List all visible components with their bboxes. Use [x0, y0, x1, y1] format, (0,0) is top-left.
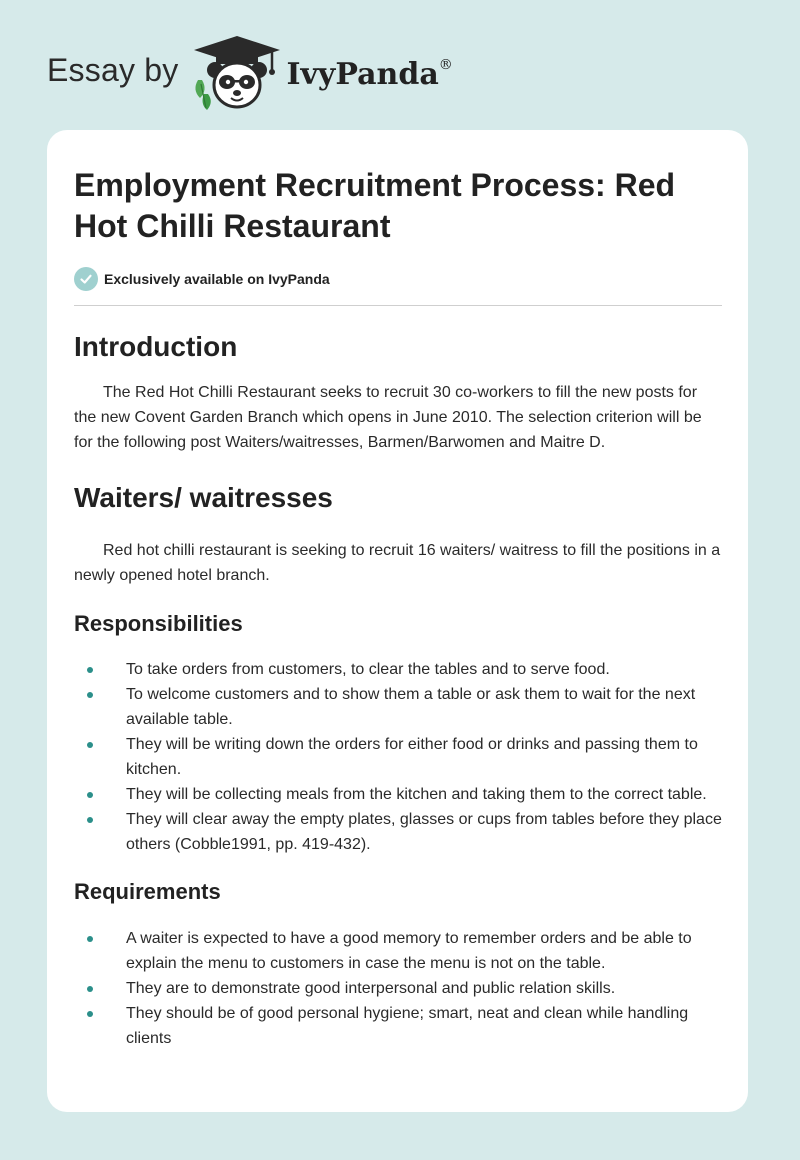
introduction-paragraph: The Red Hot Chilli Restaurant seeks to recruit 30 co-workers to fill the new posts for the new Covent Garden Branch which opens in June 2010. The selection criterion will be for the following post Waiters/waitresses, Barmen/Barwomen and Maitre D.: [74, 384, 702, 451]
heading-requirements: Requirements: [74, 879, 221, 904]
list-item: [74, 976, 722, 1001]
essay-title: Employment Recruitment Process: Red Hot Chilli Restaurant: [74, 167, 676, 244]
brand-name[interactable]: [286, 57, 452, 92]
badge-label: Exclusively available on IvyPanda: [104, 271, 330, 287]
list-item: [74, 782, 722, 807]
list-item-text: To welcome customers and to show them a table or ask them to wait for the next available table.: [126, 686, 696, 728]
list-item: [74, 926, 722, 976]
list-item-text: To take orders from customers, to clear the tables and to serve food.: [126, 661, 610, 678]
waiters-paragraph: Red hot chilli restaurant is seeking to recruit 16 waiters/ waitress to fill the positions in a newly opened hotel branch.: [74, 542, 721, 584]
heading-waiters: Waiters/ waitresses: [74, 482, 333, 513]
list-item-text: They will be collecting meals from the kitchen and taking them to the correct table.: [126, 786, 707, 803]
list-item-text: They are to demonstrate good interpersonal and public relation skills.: [126, 980, 616, 997]
list-item: [74, 657, 722, 682]
bullet-dot-icon: [87, 817, 93, 823]
list-item: [74, 732, 722, 782]
list-item-text: A waiter is expected to have a good memory to remember orders and be able to explain the menu to customers in case the menu is not on the table.: [126, 930, 692, 972]
bullet-dot-icon: [87, 692, 93, 698]
check-icon: [74, 267, 98, 291]
list-item-text: They will clear away the empty plates, glasses or cups from tables before they place others (Cobble1991, pp. 419-432).: [126, 811, 722, 853]
list-item: [74, 1001, 722, 1051]
registered-mark: ®: [438, 56, 453, 73]
essay-by-label: Essay by: [47, 51, 179, 88]
heading-responsibilities: Responsibilities: [74, 611, 243, 636]
brand-label: IvyPanda: [286, 56, 439, 92]
heading-introduction: Introduction: [74, 331, 238, 362]
responsibilities-list: [74, 657, 722, 857]
exclusive-badge: [74, 267, 722, 291]
list-item-text: They will be writing down the orders for either food or drinks and passing them to kitchen.: [126, 736, 698, 778]
list-item: [74, 682, 722, 732]
bullet-dot-icon: [87, 667, 93, 673]
bullet-dot-icon: [87, 792, 93, 798]
bullet-dot-icon: [87, 1011, 93, 1017]
divider: [74, 305, 722, 306]
panda-graduate-icon[interactable]: [192, 32, 282, 112]
bullet-dot-icon: [87, 986, 93, 992]
list-item-text: They should be of good personal hygiene; smart, neat and clean while handling clients: [126, 1005, 689, 1047]
essay-card: [47, 130, 748, 1112]
requirements-list: [74, 926, 722, 1051]
list-item: [74, 807, 722, 857]
site-header: [47, 32, 453, 112]
bullet-dot-icon: [87, 936, 93, 942]
bullet-dot-icon: [87, 742, 93, 748]
